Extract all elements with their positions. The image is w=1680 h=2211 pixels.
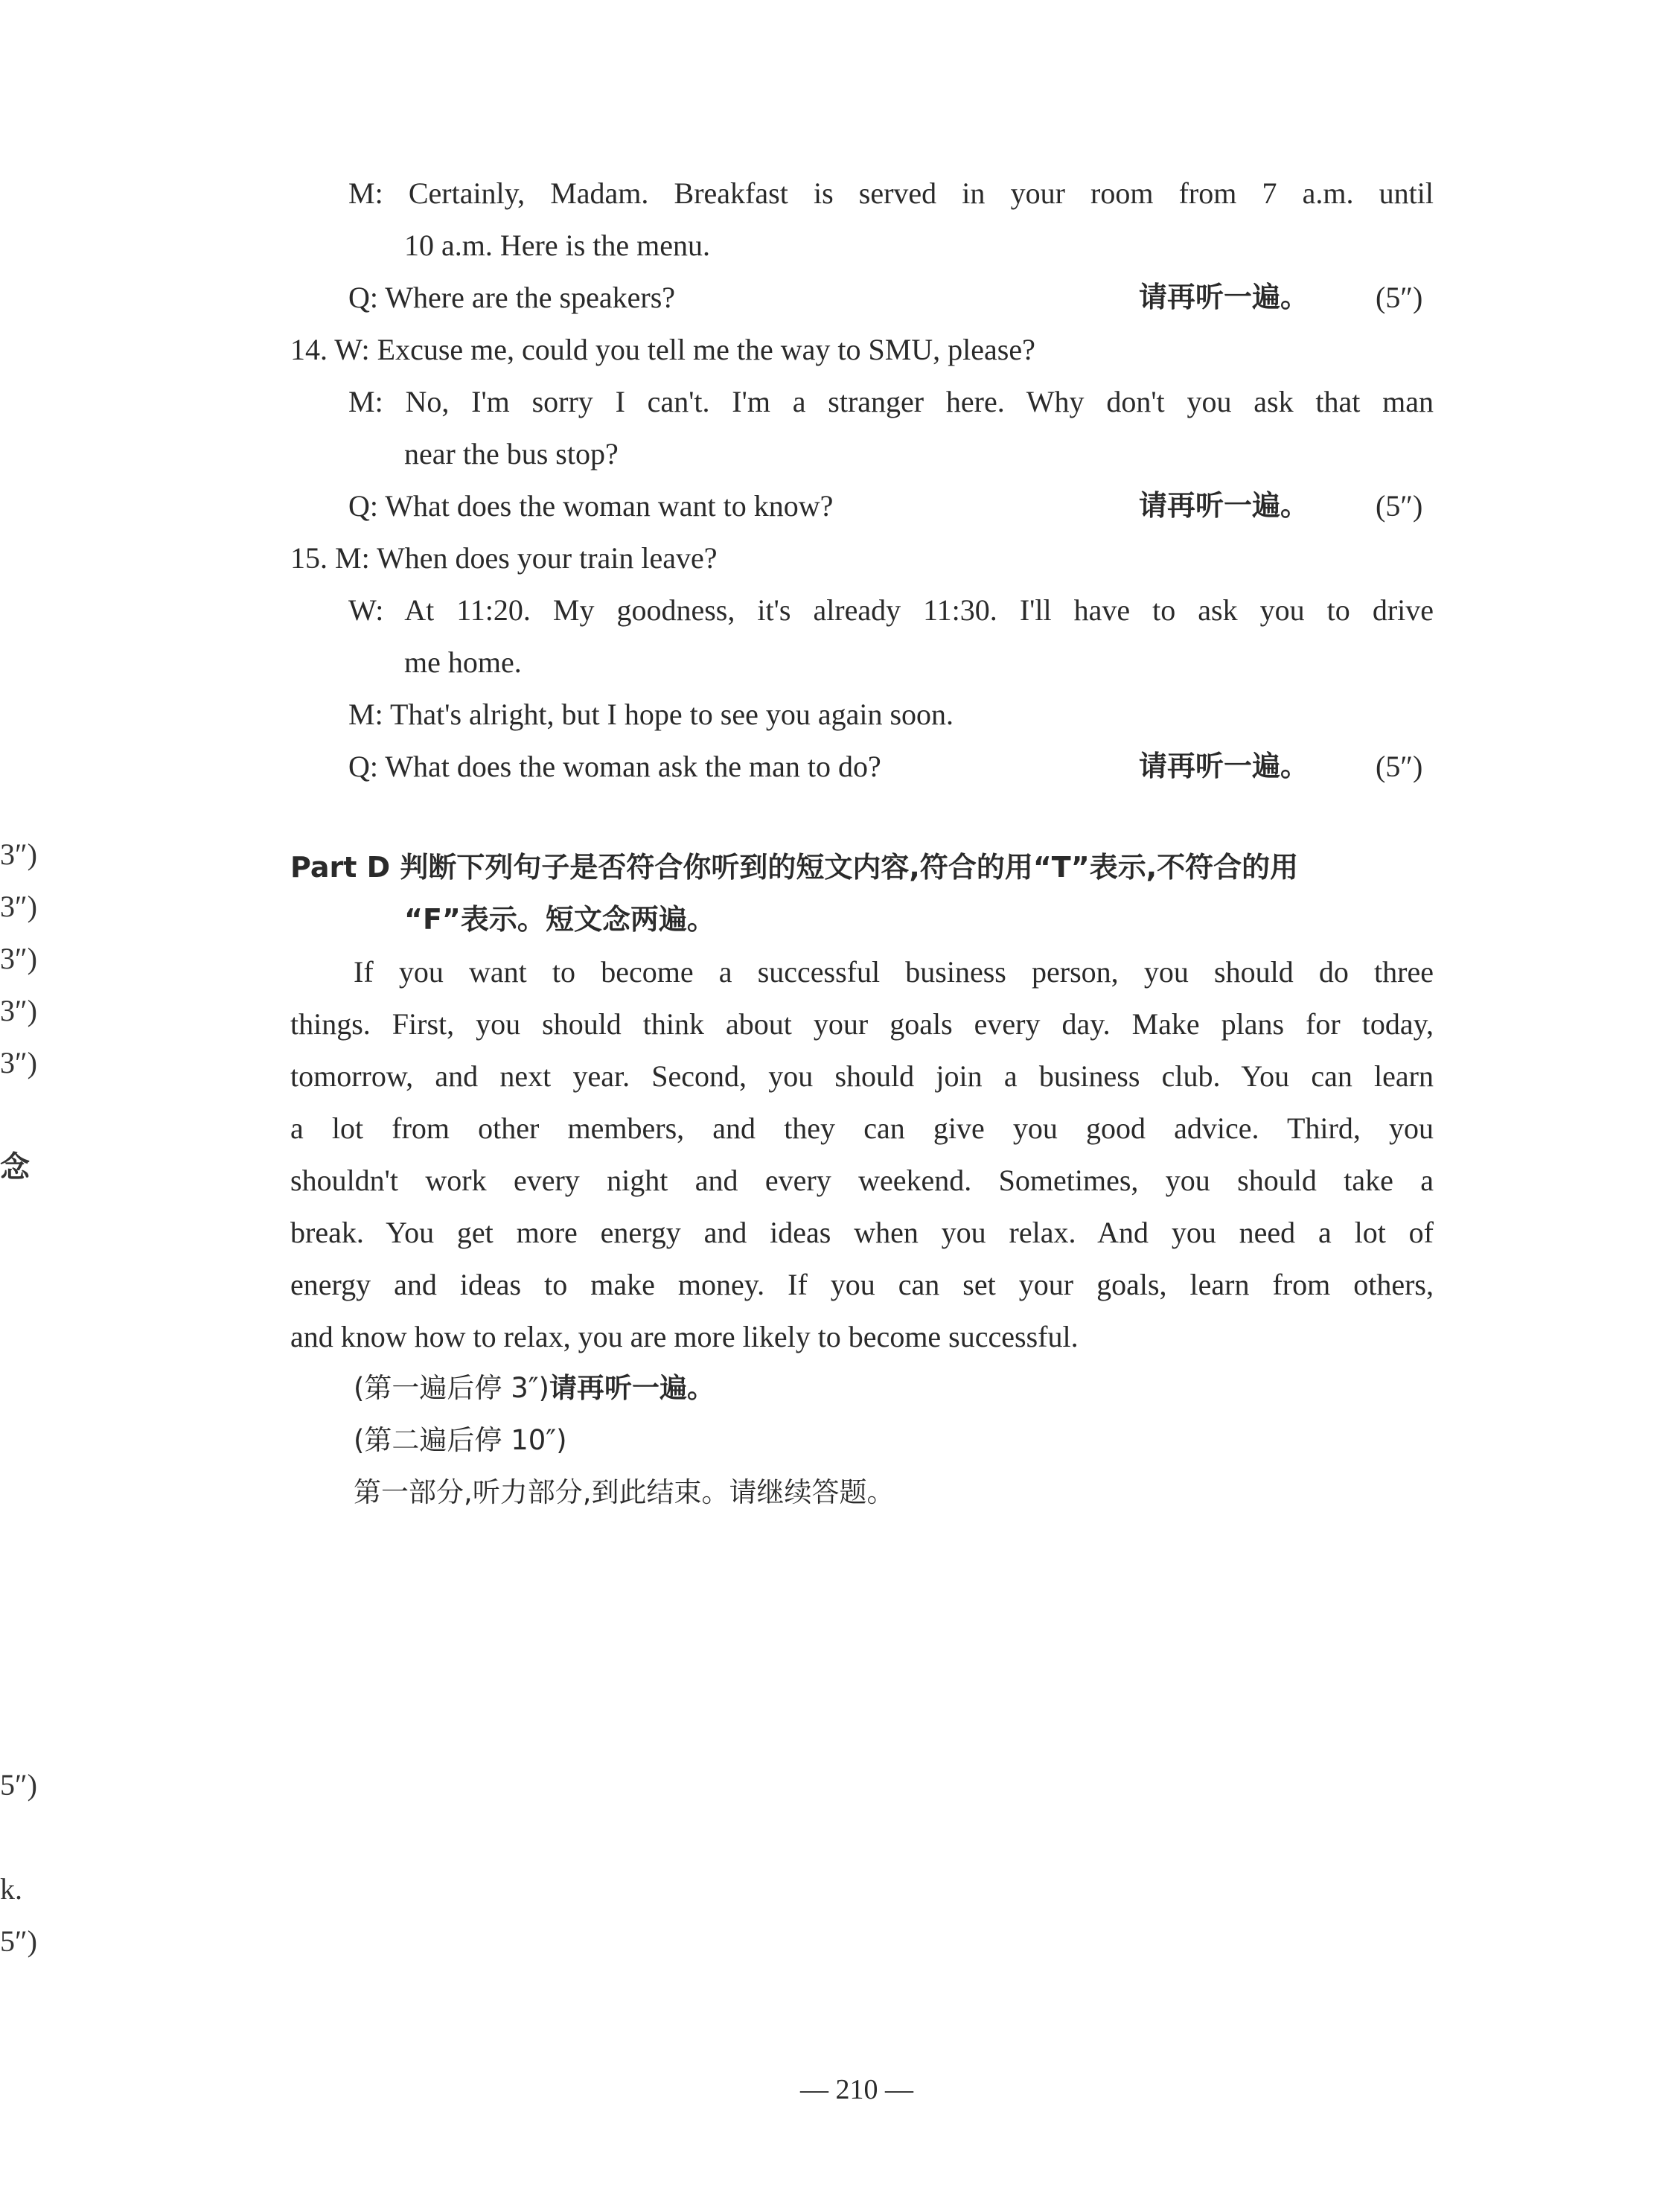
dialogue-line: 15. M: When does your train leave? [290, 541, 718, 575]
margin-fragment: 3″) [0, 838, 37, 871]
dialogue-line: W: At 11:20. My goodness, it's already 11:30. I'll have to ask you to drive [348, 593, 1434, 627]
replay-instruction: 请再听一遍。 [549, 1372, 715, 1404]
passage-line: a lot from other members, and they can give you good advice. Third, you [290, 1111, 1434, 1145]
dialogue-line: near the bus stop? [404, 437, 619, 470]
question-line: Q: What does the woman ask the man to do? [348, 750, 881, 783]
margin-fragment: 3″) [0, 942, 37, 975]
pause-instruction [354, 1374, 715, 1402]
dialogue-line: 14. W: Excuse me, could you tell me the way to SMU, please? [290, 333, 1035, 366]
replay-instruction: 请再听一遍。 [1139, 281, 1309, 313]
closing-instruction: 第一部分,听力部分,到此结束。请继续答题。 [354, 1476, 895, 1508]
margin-fragment: 3″) [0, 994, 37, 1027]
margin-fragment: k. [0, 1872, 22, 1906]
margin-fragment: 念 [0, 1150, 30, 1184]
passage-line: If you want to become a successful business person, you should do three [354, 955, 1434, 989]
dialogue-line: M: That's alright, but I hope to see you again soon. [348, 698, 954, 731]
section-heading: Part D 判断下列句子是否符合你听到的短文内容,符合的用“T”表示,不符合的用 [290, 851, 1299, 884]
dialogue-line: me home. [404, 645, 522, 679]
dialogue-line: 10 a.m. Here is the menu. [404, 229, 710, 262]
replay-instruction: 请再听一遍。 [1139, 750, 1309, 782]
passage-line: tomorrow, and next year. Second, you should join a business club. You can learn [290, 1059, 1434, 1093]
question-line: Q: What does the woman want to know? [348, 489, 834, 523]
dialogue-line: M: No, I'm sorry I can't. I'm a stranger here. Why don't you ask that man [348, 385, 1434, 418]
page-number: — 210 — [800, 2074, 913, 2105]
margin-fragment: 3″) [0, 890, 37, 923]
passage-line: and know how to relax, you are more likely to become successful. [290, 1320, 1079, 1353]
margin-fragment: 3″) [0, 1046, 37, 1079]
dialogue-line: M: Certainly, Madam. Breakfast is served in your room from 7 a.m. until [348, 176, 1434, 210]
pause-marker: (5″) [1376, 489, 1423, 523]
passage-line: energy and ideas to make money. If you can set your goals, learn from others, [290, 1268, 1434, 1301]
pause-marker: (5″) [1376, 750, 1423, 783]
pause-instruction: (第二遍后停 10″) [354, 1424, 567, 1456]
passage-line: things. First, you should think about your goals every day. Make plans for today, [290, 1007, 1434, 1041]
question-line: Q: Where are the speakers? [348, 281, 676, 314]
pause-marker: (5″) [1376, 281, 1423, 314]
passage-line: break. You get more energy and ideas when you relax. And you need a lot of [290, 1216, 1434, 1249]
margin-fragment: 5″) [0, 1768, 37, 1802]
margin-fragment: 5″) [0, 1924, 37, 1958]
section-heading-cont: “F”表示。短文念两遍。 [404, 903, 715, 936]
replay-instruction: 请再听一遍。 [1139, 489, 1309, 522]
passage-line: shouldn't work every night and every weekend. Sometimes, you should take a [290, 1164, 1434, 1197]
pause-first: (第一遍后停 3″) [354, 1372, 549, 1404]
